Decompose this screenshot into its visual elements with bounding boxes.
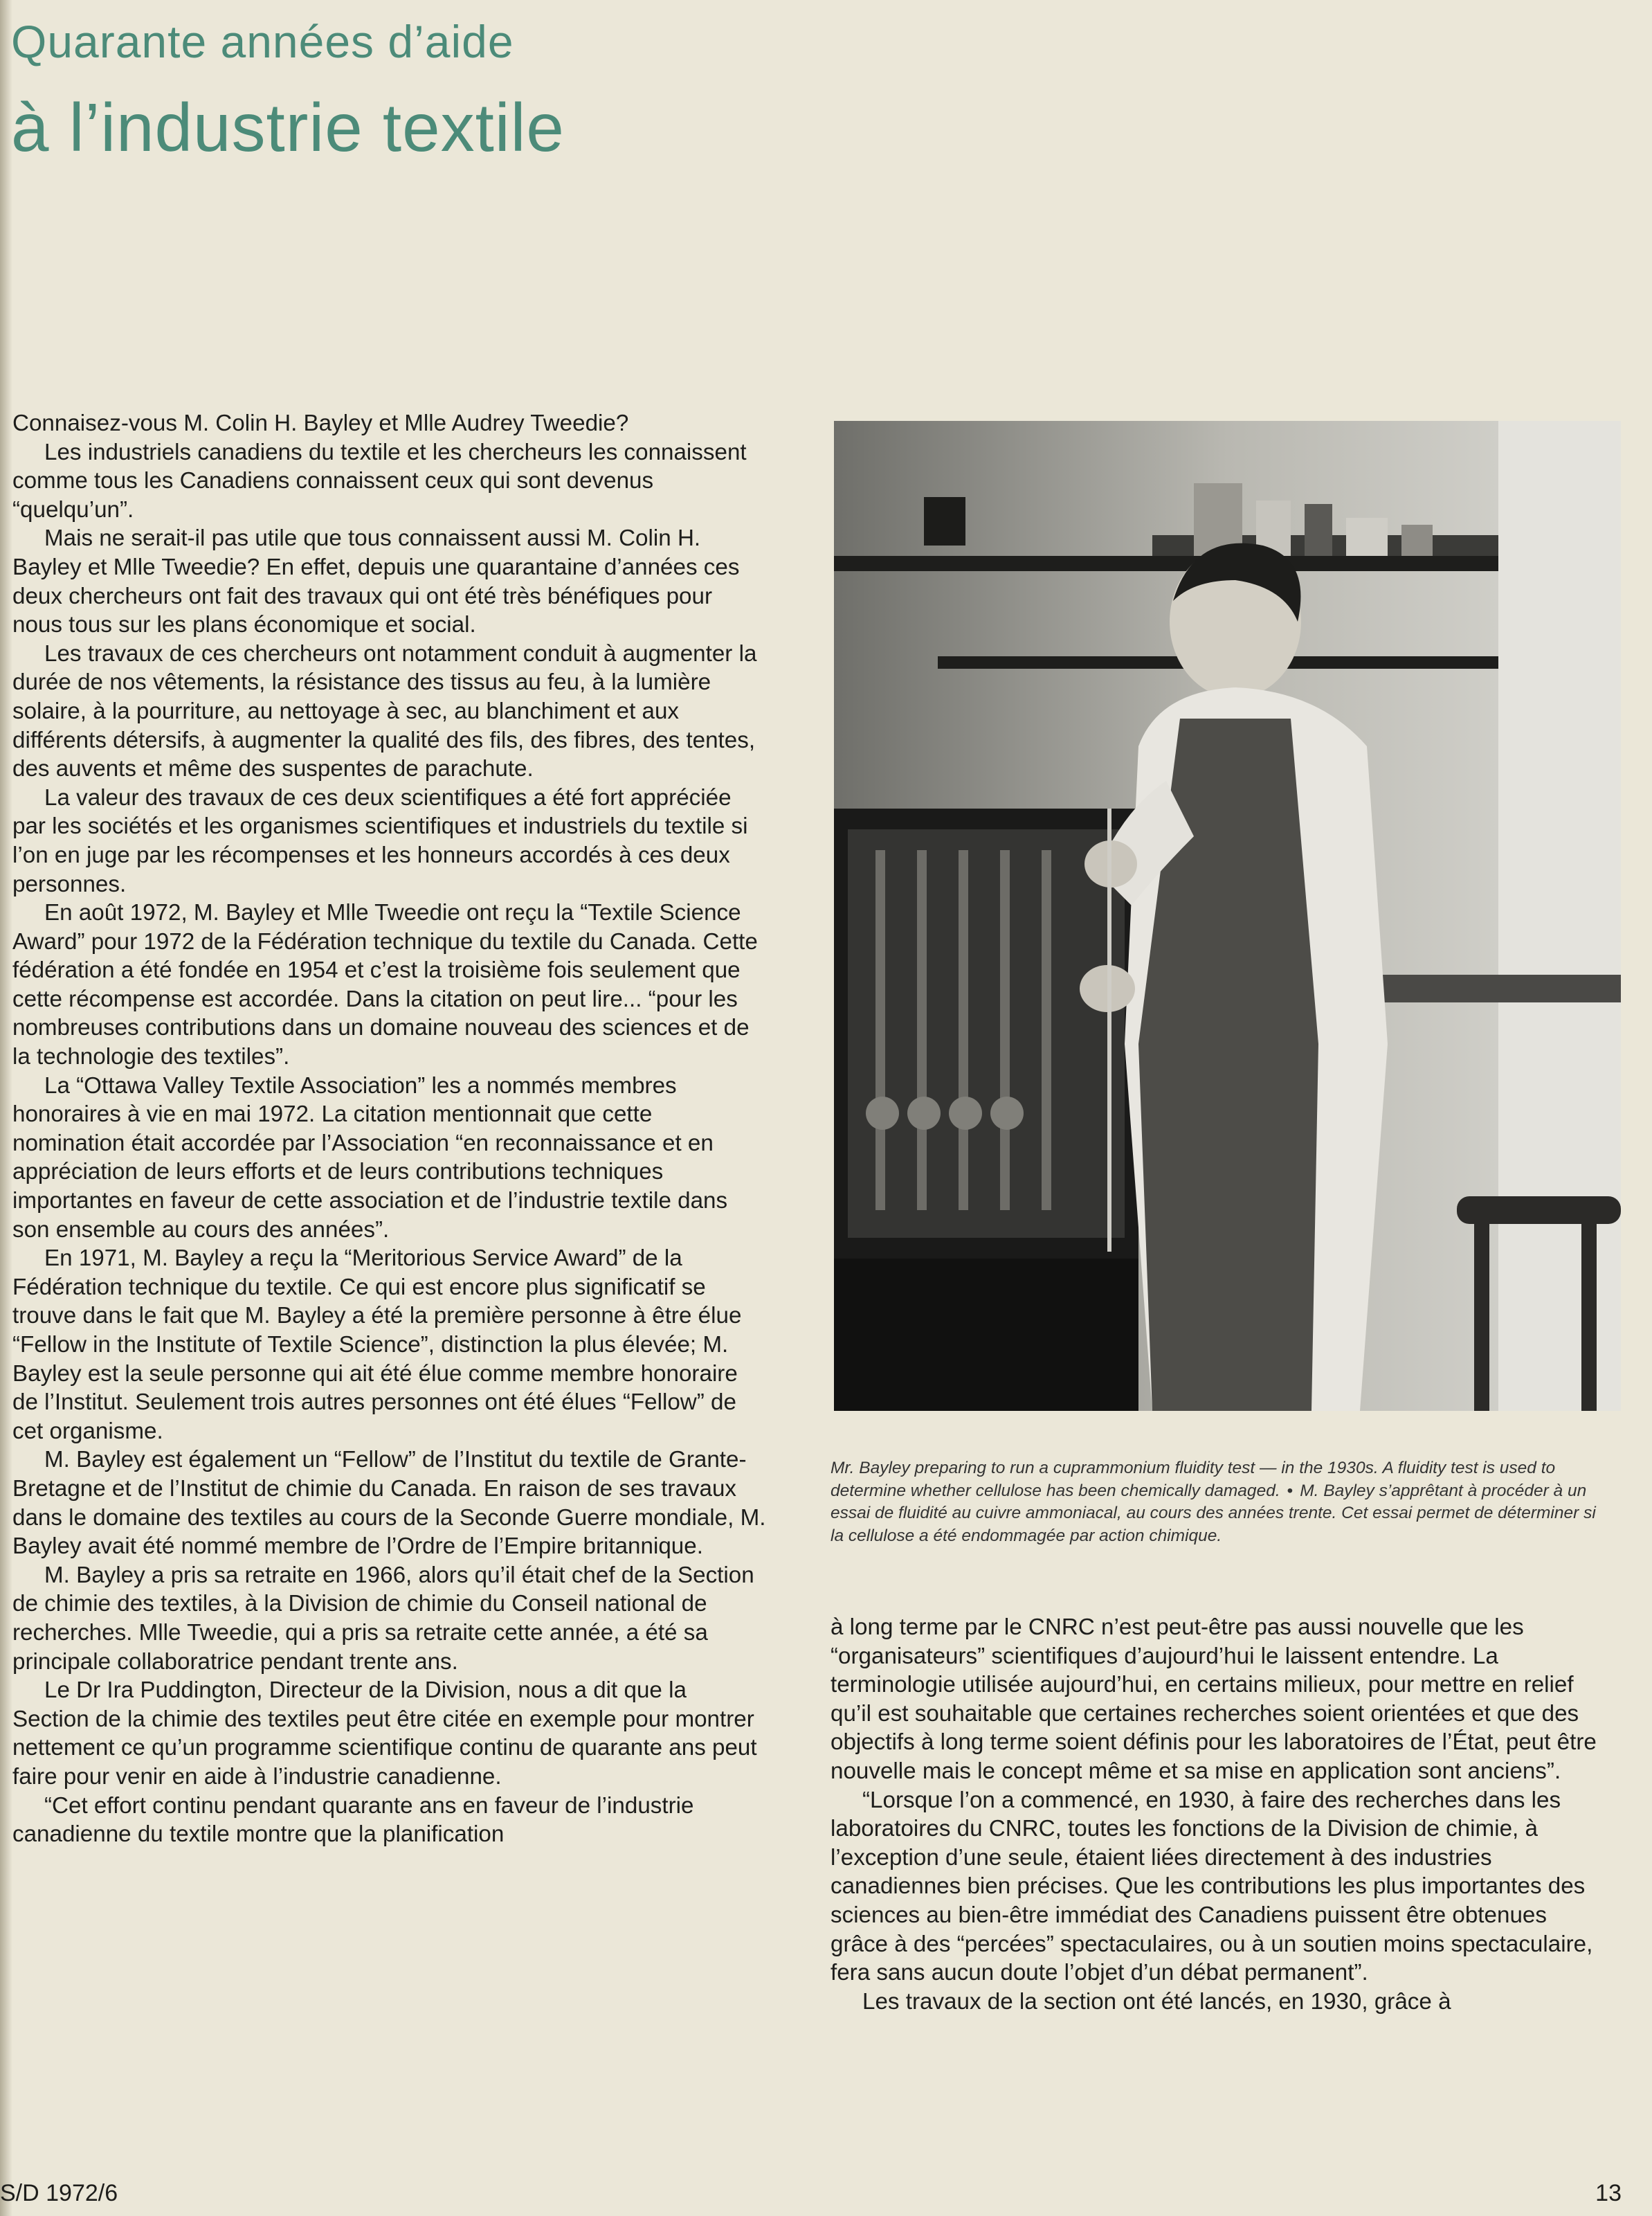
caption-bullet: • — [1287, 1481, 1294, 1500]
photo-caption — [830, 1457, 1613, 1547]
paragraph: M. Bayley est également un “Fellow” de l’Institut du textile de Grante-Bretagne et de l’Institut de chimie du Canada. En raison de ses travaux dans le domaine des textiles au cours de la Seconde Guerre mondiale, M. Bayley avait été nommé membre de l’Ordre de l’Empire britannique. — [12, 1447, 766, 1560]
paragraph: Les industriels canadiens du textile et les chercheurs les connaissent comme tous les Canadiens connaissent ceux qui sont devenus “quelqu’un”. — [12, 439, 747, 523]
paragraph: En 1971, M. Bayley a reçu la “Meritorious Service Award” de la Fédération technique du textile. Ce qui est encore plus significatif se trouve dans le fait que M. Bayley a été la première personne à être élue “Fellow in the Institute of Textile Science”, distinction la plus élevée; M. Bayley est la seule personne qui ait été élue comme membre honoraire de l’Institut. Seulement trois autres personnes ont été élues “Fellow” de cet organisme. — [12, 1245, 742, 1444]
paragraph: La “Ottawa Valley Textile Association” les a nommés membres honoraires à vie en mai 1972. La citation mentionnait que cette nomination était accordée par l’Association “en reconnaissance et en appréciation de leurs efforts et de leurs contributions techniques importantes en faveur de cette association et de l’industrie textile dans son ensemble au cours des années”. — [12, 1072, 728, 1243]
article-title-line-1: Quarante années d’aide — [11, 16, 514, 67]
paragraph: Le Dr Ira Puddington, Directeur de la Division, nous a dit que la Section de la chimie des textiles peut être citée en exemple pour montrer nettement ce qu’un programme scientifique continu de quarante ans peut faire pour venir en aide à l’industrie canadienne. — [12, 1677, 757, 1790]
paragraph: La valeur des travaux de ces deux scientifiques a été fort appréciée par les sociétés et les organismes scientifiques et industriels du textile si l’on en juge par les récompenses et les honneurs accordés à ces deux personnes. — [12, 784, 748, 897]
lab-photograph — [834, 421, 1621, 1411]
issue-label: S/D 1972/6 — [0, 2180, 118, 2206]
right-text-column — [830, 1613, 1599, 2016]
paragraph: Les travaux de la section ont été lancés, en 1930, grâce à — [862, 1988, 1451, 2015]
paragraph: M. Bayley a pris sa retraite en 1966, alors qu’il était chef de la Section de chimie des textiles, à la Division de chimie du Conseil national de recherches. Mlle Tweedie, qui a pris sa retraite cette année, a été sa principale collaboratrice pendant trente ans. — [12, 1562, 754, 1675]
paragraph: Mais ne serait-il pas utile que tous connaissent aussi M. Colin H. Bayley et Mlle Tweedie? En effet, depuis une quarantaine d’années ces deux chercheurs ont fait des travaux qui ont été très bénéfiques pour nous tous sur les plans économique et social. — [12, 525, 740, 638]
paragraph: “Lorsque l’on a commencé, en 1930, à faire des recherches dans les laboratoires du CNRC, toutes les fonctions de la Division de chimie, à l’exception d’une seule, étaient liées directement à des industries canadiennes bien précises. Que les contributions les plus importantes des sciences au bien-être immédiat des Canadiens puissent être obtenues grâce à des “percées” spectaculaires, ou à un soutien moins spectaculaire, fera sans aucun doute l’objet d’un débat permanent”. — [830, 1787, 1593, 1986]
article-title-line-2: à l’industrie textile — [11, 89, 565, 165]
caption-french: M. Bayley s’apprêtant à procéder à un essai de fluidité au cuivre ammoniacal, au cours des années trente. Cet essai permet de déterminer si la cellulose a été endommagée par action chimique. — [830, 1481, 1596, 1545]
paragraph: “Cet effort continu pendant quarante ans en faveur de l’industrie canadienne du textile montre que la planification — [12, 1792, 694, 1848]
paragraph: Les travaux de ces chercheurs ont notamment conduit à augmenter la durée de nos vêtements, la résistance des tissus au feu, à la lumière solaire, à la pourriture, au nettoyage à sec, au blanchiment et aux différents détersifs, à augmenter la qualité des fils, des fibres, des tentes, des auvents et même des suspentes de parachute. — [12, 640, 757, 782]
left-text-column — [12, 409, 767, 1849]
paragraph: Connaisez-vous M. Colin H. Bayley et Mlle Audrey Tweedie? — [12, 411, 629, 436]
caption-english: Mr. Bayley preparing to run a cuprammonium fluidity test — in the 1930s. A fluidity test is used to determine whether cellulose has been chemically damaged. — [830, 1459, 1556, 1500]
page-number: 13 — [1595, 2180, 1622, 2206]
page-spine-shadow — [0, 0, 12, 2216]
paragraph: à long terme par le CNRC n’est peut-être pas aussi nouvelle que les “organisateurs” scientifiques d’aujourd’hui le laissent entendre. La terminologie utilisée aujourd’hui, en certains milieux, pour mettre en relief qu’il est souhaitable que certaines recherches soient orientées et que des objectifs à long terme soient définis pour les laboratoires de l’État, peut être nouvelle mais le concept même et sa mise en application sont anciens”. — [830, 1614, 1597, 1784]
paragraph: En août 1972, M. Bayley et Mlle Tweedie ont reçu la “Textile Science Award” pour 1972 de la Fédération technique du textile du Canada. Cette fédération a été fondée en 1954 et c’est la troisième fois seulement que cette récompense est accordée. Dans la citation on peut lire... “pour les nombreuses contributions dans un domaine nouveau des sciences et de la technologie des textiles”. — [12, 900, 758, 1070]
